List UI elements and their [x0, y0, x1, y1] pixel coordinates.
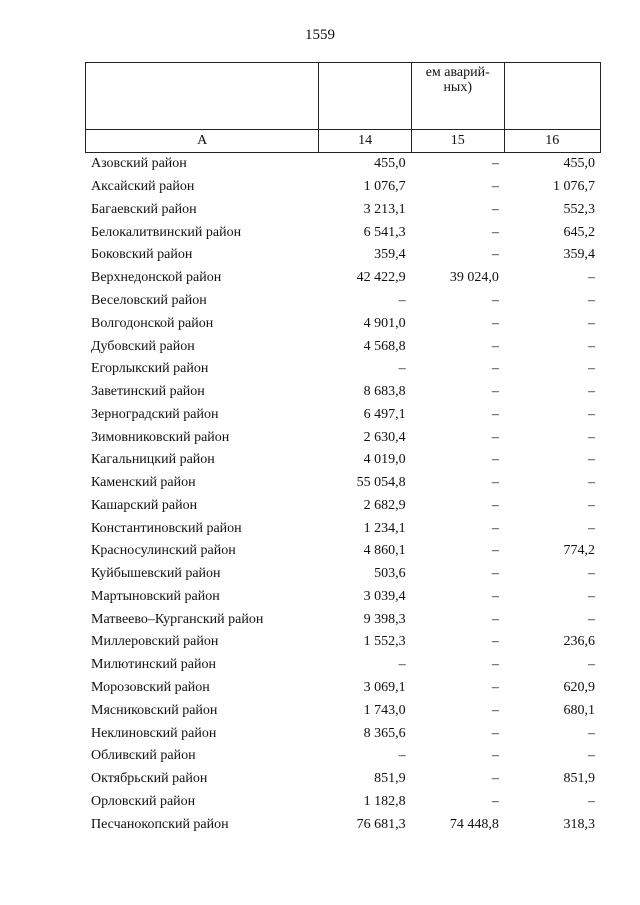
- district-name: Красносулинский район: [91, 543, 236, 559]
- header-text-a: [86, 63, 318, 65]
- column-index-14: 14: [319, 130, 411, 153]
- value-col-16: –: [588, 315, 595, 331]
- table-header: [85, 62, 601, 153]
- table-row: [85, 631, 601, 654]
- value-col-16: –: [588, 793, 595, 809]
- value-col-16: –: [588, 406, 595, 422]
- value-col-16: 851,9: [563, 771, 595, 787]
- value-col-16: –: [588, 292, 595, 308]
- value-col-16: –: [588, 611, 595, 627]
- value-col-14: 8 365,6: [363, 725, 406, 741]
- value-col-14: 76 681,3: [356, 816, 406, 832]
- value-col-14: 1 552,3: [363, 634, 406, 650]
- value-col-15: –: [491, 179, 499, 195]
- value-col-14: 42 422,9: [356, 270, 406, 286]
- value-col-15: –: [491, 156, 499, 172]
- page-number: 1559: [305, 27, 335, 43]
- value-col-14: 455,0: [374, 156, 406, 172]
- value-col-16: –: [588, 566, 595, 582]
- value-col-16: –: [588, 725, 595, 741]
- table-row: [85, 563, 601, 586]
- district-name: Веселовский район: [91, 292, 207, 308]
- value-col-15: –: [491, 247, 499, 263]
- table-row: [85, 335, 601, 358]
- district-name: Мартыновский район: [91, 588, 220, 604]
- district-name: Мясниковский район: [91, 702, 218, 718]
- value-col-14: 2 682,9: [363, 497, 406, 513]
- value-col-15: –: [491, 748, 499, 764]
- district-name: Неклиновский район: [91, 725, 217, 741]
- value-col-16: 455,0: [563, 156, 595, 172]
- table-row: [85, 813, 601, 836]
- district-name: Песчанокопский район: [91, 816, 229, 832]
- value-col-15: 74 448,8: [449, 816, 499, 832]
- value-col-15: –: [491, 611, 499, 627]
- table-row: [85, 426, 601, 449]
- value-col-14: 1 182,8: [363, 793, 406, 809]
- value-col-14: 4 568,8: [363, 338, 406, 354]
- value-col-14: 503,6: [374, 566, 406, 582]
- header-cell-a: [86, 63, 319, 130]
- header-cell-15: [411, 63, 504, 130]
- value-col-14: 359,4: [374, 247, 406, 263]
- table-row: [85, 176, 601, 199]
- value-col-16: –: [588, 429, 595, 445]
- value-col-14: 4 019,0: [363, 452, 406, 468]
- value-col-15: –: [491, 292, 499, 308]
- district-table: [85, 153, 601, 836]
- table-row: [85, 358, 601, 381]
- value-col-15: 39 024,0: [449, 270, 499, 286]
- table-row: [85, 494, 601, 517]
- table-row: [85, 722, 601, 745]
- header-text-16: [505, 63, 600, 65]
- value-col-14: 1 076,7: [363, 179, 406, 195]
- value-col-14: 3 039,4: [363, 588, 406, 604]
- district-name: Каменский район: [91, 475, 196, 491]
- value-col-16: –: [588, 384, 595, 400]
- column-index-a: А: [86, 130, 319, 153]
- value-col-16: –: [588, 497, 595, 513]
- value-col-15: –: [491, 679, 499, 695]
- value-col-14: –: [398, 292, 406, 308]
- value-col-14: –: [398, 361, 406, 377]
- value-col-15: –: [491, 384, 499, 400]
- table-body: [85, 153, 601, 836]
- table-row: [85, 403, 601, 426]
- value-col-15: –: [491, 315, 499, 331]
- value-col-15: –: [491, 224, 499, 240]
- column-index-15: 15: [411, 130, 504, 153]
- value-col-15: –: [491, 793, 499, 809]
- district-name: Верхнедонской район: [91, 270, 222, 286]
- value-col-14: 4 901,0: [363, 315, 406, 331]
- district-name: Миллеровский район: [91, 634, 219, 650]
- table-row: [85, 517, 601, 540]
- value-col-15: –: [491, 725, 499, 741]
- value-col-15: –: [491, 201, 499, 217]
- table-row: [85, 745, 601, 768]
- table-row: [85, 381, 601, 404]
- value-col-15: –: [491, 634, 499, 650]
- value-col-15: –: [491, 543, 499, 559]
- table-row: [85, 608, 601, 631]
- table-row: [85, 199, 601, 222]
- value-col-16: 552,3: [563, 201, 595, 217]
- value-col-15: –: [491, 475, 499, 491]
- district-name: Кашарский район: [91, 497, 198, 513]
- value-col-15: –: [491, 497, 499, 513]
- value-col-16: –: [588, 361, 595, 377]
- value-col-16: 645,2: [563, 224, 595, 240]
- table-row: [85, 790, 601, 813]
- value-col-16: 318,3: [563, 816, 595, 832]
- value-col-16: 1 076,7: [553, 179, 595, 195]
- value-col-16: –: [588, 520, 595, 536]
- district-name: Белокалитвинский район: [91, 224, 242, 240]
- value-col-14: 1 234,1: [363, 520, 406, 536]
- value-col-16: 620,9: [563, 679, 595, 695]
- table-row: [85, 221, 601, 244]
- district-name: Милютинский район: [91, 657, 217, 673]
- table-row: [85, 768, 601, 791]
- value-col-14: 8 683,8: [363, 384, 406, 400]
- header-cell-16: [504, 63, 600, 130]
- value-col-15: –: [491, 338, 499, 354]
- value-col-14: 851,9: [374, 771, 406, 787]
- district-name: Куйбышевский район: [91, 566, 221, 582]
- value-col-15: –: [491, 520, 499, 536]
- district-name: Октябрьский район: [91, 771, 208, 787]
- value-col-16: –: [588, 452, 595, 468]
- district-name: Волгодонской район: [91, 315, 214, 331]
- value-col-14: 3 213,1: [363, 201, 406, 217]
- district-name: Багаевский район: [91, 201, 197, 217]
- header-text-14: [319, 63, 410, 65]
- value-col-14: 4 860,1: [363, 543, 406, 559]
- table-row: [85, 540, 601, 563]
- header-row: [86, 63, 601, 130]
- table-row: [85, 677, 601, 700]
- district-name: Морозовский район: [91, 679, 210, 695]
- column-index-row: [86, 130, 601, 153]
- district-name: Кагальницкий район: [91, 452, 215, 468]
- table-row: [85, 153, 601, 176]
- value-col-16: –: [588, 588, 595, 604]
- district-name: Дубовский район: [91, 338, 195, 354]
- value-col-15: –: [491, 406, 499, 422]
- value-col-15: –: [491, 657, 499, 673]
- value-col-16: –: [588, 748, 595, 764]
- district-name: Заветинский район: [91, 384, 205, 400]
- table-row: [85, 244, 601, 267]
- value-col-14: 6 541,3: [363, 224, 406, 240]
- table-row: [85, 267, 601, 290]
- district-name: Орловский район: [91, 793, 196, 809]
- value-col-14: 6 497,1: [363, 406, 406, 422]
- district-name: Матвеево–Курганский район: [91, 611, 264, 627]
- district-name: Обливский район: [91, 748, 196, 764]
- value-col-16: –: [588, 475, 595, 491]
- district-name: Константиновский район: [91, 520, 242, 536]
- value-col-16: –: [588, 270, 595, 286]
- value-col-16: 774,2: [563, 543, 595, 559]
- value-col-14: 1 743,0: [363, 702, 406, 718]
- value-col-15: –: [491, 588, 499, 604]
- header-text-15: ем аварий- ных): [425, 65, 490, 95]
- district-name: Зерноградский район: [91, 406, 219, 422]
- table-row: [85, 699, 601, 722]
- value-col-15: –: [491, 566, 499, 582]
- value-col-15: –: [491, 702, 499, 718]
- value-col-14: 2 630,4: [363, 429, 406, 445]
- table-row: [85, 312, 601, 335]
- value-col-14: 55 054,8: [356, 475, 406, 491]
- district-name: Зимовниковский район: [91, 429, 230, 445]
- value-col-16: 680,1: [563, 702, 595, 718]
- value-col-16: 359,4: [563, 247, 595, 263]
- table-row: [85, 586, 601, 609]
- value-col-14: –: [398, 748, 406, 764]
- value-col-16: –: [588, 338, 595, 354]
- value-col-15: –: [491, 771, 499, 787]
- table-row: [85, 654, 601, 677]
- column-index-16: 16: [504, 130, 600, 153]
- district-name: Аксайский район: [91, 179, 195, 195]
- district-name: Азовский район: [91, 156, 187, 172]
- table-row: [85, 449, 601, 472]
- table-row: [85, 290, 601, 313]
- value-col-14: 3 069,1: [363, 679, 406, 695]
- header-cell-14: [319, 63, 411, 130]
- value-col-15: –: [491, 452, 499, 468]
- value-col-16: –: [588, 657, 595, 673]
- value-col-15: –: [491, 429, 499, 445]
- value-col-14: –: [398, 657, 406, 673]
- value-col-15: –: [491, 361, 499, 377]
- table-row: [85, 472, 601, 495]
- district-name: Боковский район: [91, 247, 193, 263]
- value-col-14: 9 398,3: [363, 611, 406, 627]
- district-name: Егорлыкский район: [91, 361, 209, 377]
- value-col-16: 236,6: [563, 634, 595, 650]
